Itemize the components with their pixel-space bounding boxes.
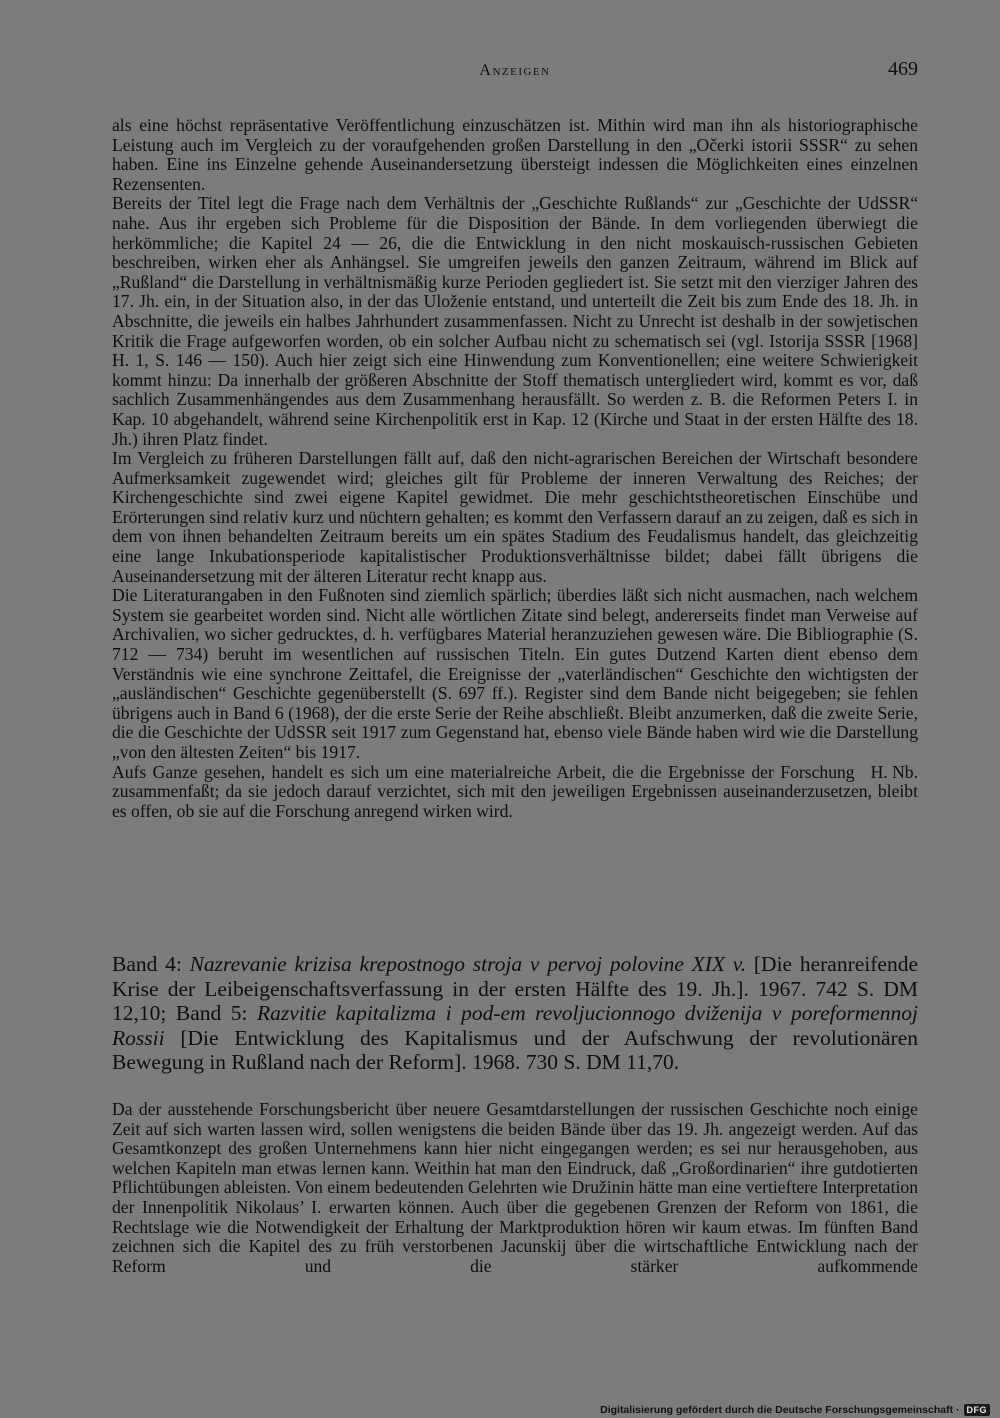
bibliographic-entry bbox=[112, 952, 918, 1075]
entry-title-band-5: Razvitie kapitalizma i pod-em revoljucionnogo dviženija v poreformennoj Rossii bbox=[112, 1001, 918, 1050]
review-paragraph-1: als eine höchst repräsentative Veröffentlichung einzuschätzen ist. Mithin wird man ihn als historiographische Leistung auch im Vergleich zu der voraufgehenden großen Darstellung in den „Očerki istorii SSSR“ zu sehen haben. Eine ins Einzelne gehende Auseinandersetzung übersteigt indessen die Möglichkeiten eines einzelnen Rezensenten. bbox=[112, 115, 918, 194]
entry-details-band-5: [Die Entwicklung des Kapitalismus und der Aufschwung der revolutionären Bewegung in Rußland nach der Reform]. 1968. 730 S. DM 11,70. bbox=[112, 1025, 918, 1074]
review-paragraph-2: Bereits der Titel legt die Frage nach dem Verhältnis der „Geschichte Rußlands“ zur „Geschichte der UdSSR“ nahe. Aus ihr ergeben sich Probleme für die Disposition der Bände. In dem vorliegenden überwiegt die herkömmliche; die Kapitel 24 — 26, die die Entwicklung in den nicht moskauisch-russischen Gebieten beschreiben, wirken eher als Anhängsel. Sie umgreifen jeweils den ganzen Zeitraum, während im Blick auf „Rußland“ die Darstellung in verhältnismäßig kurze Perioden gegliedert ist. Sie setzt mit den vierziger Jahren des 17. Jh. ein, in der Situation also, in der das Uloženie entstand, und unterteilt die Zeit bis zum Ende des 18. Jh. in Abschnitte, die jeweils ein halbes Jahrhundert zusammenfassen. Nicht zu Unrecht ist deshalb in der sowjetischen Kritik die Frage aufgeworfen worden, ob ein solcher Aufbau nicht zu schematisch sei (vgl. Istorija SSSR [1968] H. 1, S. 146 — 150). Auch hier zeigt sich eine Hinwendung zum Konventionellen; eine weitere Schwierigkeit kommt hinzu: Da innerhalb der größeren Abschnitte der Stoff thematisch untergliedert wird, kommt es vor, daß sachlich Zusammenhängendes aus dem Zusammenhang herausfällt. So werden z. B. die Reformen Peters I. in Kap. 10 abgehandelt, während seine Kirchenpolitik erst in Kap. 12 (Kirche und Staat in der ersten Hälfte des 18. Jh.) ihren Platz findet. bbox=[112, 193, 918, 449]
review-paragraph-4: Die Literaturangaben in den Fußnoten sind ziemlich spärlich; überdies läßt sich nicht ausmachen, nach welchem System sie gearbeitet worden sind. Nicht alle wörtlichen Zitate sind belegt, andererseits findet man Verweise auf Archivalien, wo sicher gedrucktes, d. h. verfügbares Material heranzuziehen gewesen wäre. Die Bibliographie (S. 712 — 734) beruht im wesentlichen auf russischen Titeln. Ein gutes Dutzend Karten dient ebenso dem Verständnis wie eine synchrone Zeittafel, die Ereignisse der „vaterländischen“ Geschichte den wichtigsten der „ausländischen“ Geschichte gegenüberstellt (S. 697 ff.). Register sind dem Bande nicht beigegeben; sie fehlen übrigens auch in Band 6 (1968), der die erste Serie der Reihe abschließt. Bleibt anzumerken, daß die zweite Serie, die die Geschichte der UdSSR seit 1917 zum Gegenstand hat, ebenso viele Bände haben wird wie die Darstellung „von den ältesten Zeiten“ bis 1917. bbox=[112, 585, 918, 762]
entry-prefix: Band 4: bbox=[112, 952, 190, 976]
digitization-footer bbox=[600, 1404, 990, 1416]
review-body bbox=[112, 116, 918, 821]
second-review-paragraph: Da der ausstehende Forschungsbericht über neuere Gesamtdarstellungen der russischen Geschichte noch einige Zeit auf sich warten lassen wird, sollen wenigstens die beiden Bände über das 19. Jh. angezeigt werden. Auf das Gesamtkonzept des großen Unternehmens kann hier nicht eingegangen werden; es sei nur herausgehoben, aus welchen Kapiteln man etwas lernen kann. Weithin hat man den Eindruck, daß „Großordinarien“ ihre gutdotierten Pflichtübungen ableisten. Von einem bedeutenden Gelehrten wie Družinin hätte man eine vertieftere Interpretation der Innenpolitik Nikolaus’ I. erwarten können. Auch über die gegebenen Grenzen der Reform von 1861, die Rechtslage wie die Notwendigkeit der Erhaltung der Marktproduktion hören wir kaum etwas. Im fünften Band zeichnen sich die Kapitel des zu früh verstorbenen Jacunskij über die wirtschaftliche Entwicklung nach der Reform und die stärker aufkommende bbox=[112, 1099, 918, 1276]
footer-credit: Digitalisierung gefördert durch die Deutsche Forschungsgemeinschaft · bbox=[600, 1404, 960, 1416]
entry-title-band-4: Nazrevanie krizisa krepostnogo stroja v pervoj polovine XIX v. bbox=[189, 952, 747, 976]
entry-details-band-4: [Die heranreifende Krise der Leibeigenschaftsverfassung in der ersten Hälfte des 19. Jh.]. 1967. 742 S. DM 12,10; Band 5: bbox=[112, 952, 918, 1025]
signature: H. Nb. bbox=[870, 761, 918, 782]
page-number: 469 bbox=[888, 58, 918, 80]
review-paragraph-5 bbox=[112, 763, 918, 822]
review-paragraph-3: Im Vergleich zu früheren Darstellungen fällt auf, daß den nicht-agrarischen Bereichen der Wirtschaft besondere Aufmerksamkeit zugewendet wird; gleiches gilt für Probleme der inneren Verwaltung des Reiches; der Kirchengeschichte sind zwei eigene Kapitel gewidmet. Die mehr geschichtstheoretischen Einschübe und Erörterungen sind relativ kurz und nüchtern gehalten; es kommt den Verfassern darauf an zu zeigen, daß es sich in dem von ihnen behandelten Zeitraum bereits um ein spätes Stadium des Feudalismus handelt, das gleichzeitig eine lange Inkubationsperiode kapitalistischer Produktionsverhältnisse bildet; dabei fällt übrigens die Auseinandersetzung mit der älteren Literatur recht knapp aus. bbox=[112, 448, 918, 586]
review-paragraph-5-text: Aufs Ganze gesehen, handelt es sich um eine materialreiche Arbeit, die die Ergebnisse der Forschung zusammenfaßt; da sie jedoch darauf verzichtet, sich mit den jeweiligen Ergebnissen auseinanderzusetzen, bleibt es offen, ob sie auf die Forschung anregend wirken wird. bbox=[112, 761, 918, 821]
dfg-logo-icon: DFG bbox=[964, 1404, 991, 1416]
running-head: Anzeigen bbox=[479, 62, 551, 79]
page-header bbox=[112, 60, 918, 86]
second-review-body bbox=[112, 1100, 918, 1276]
